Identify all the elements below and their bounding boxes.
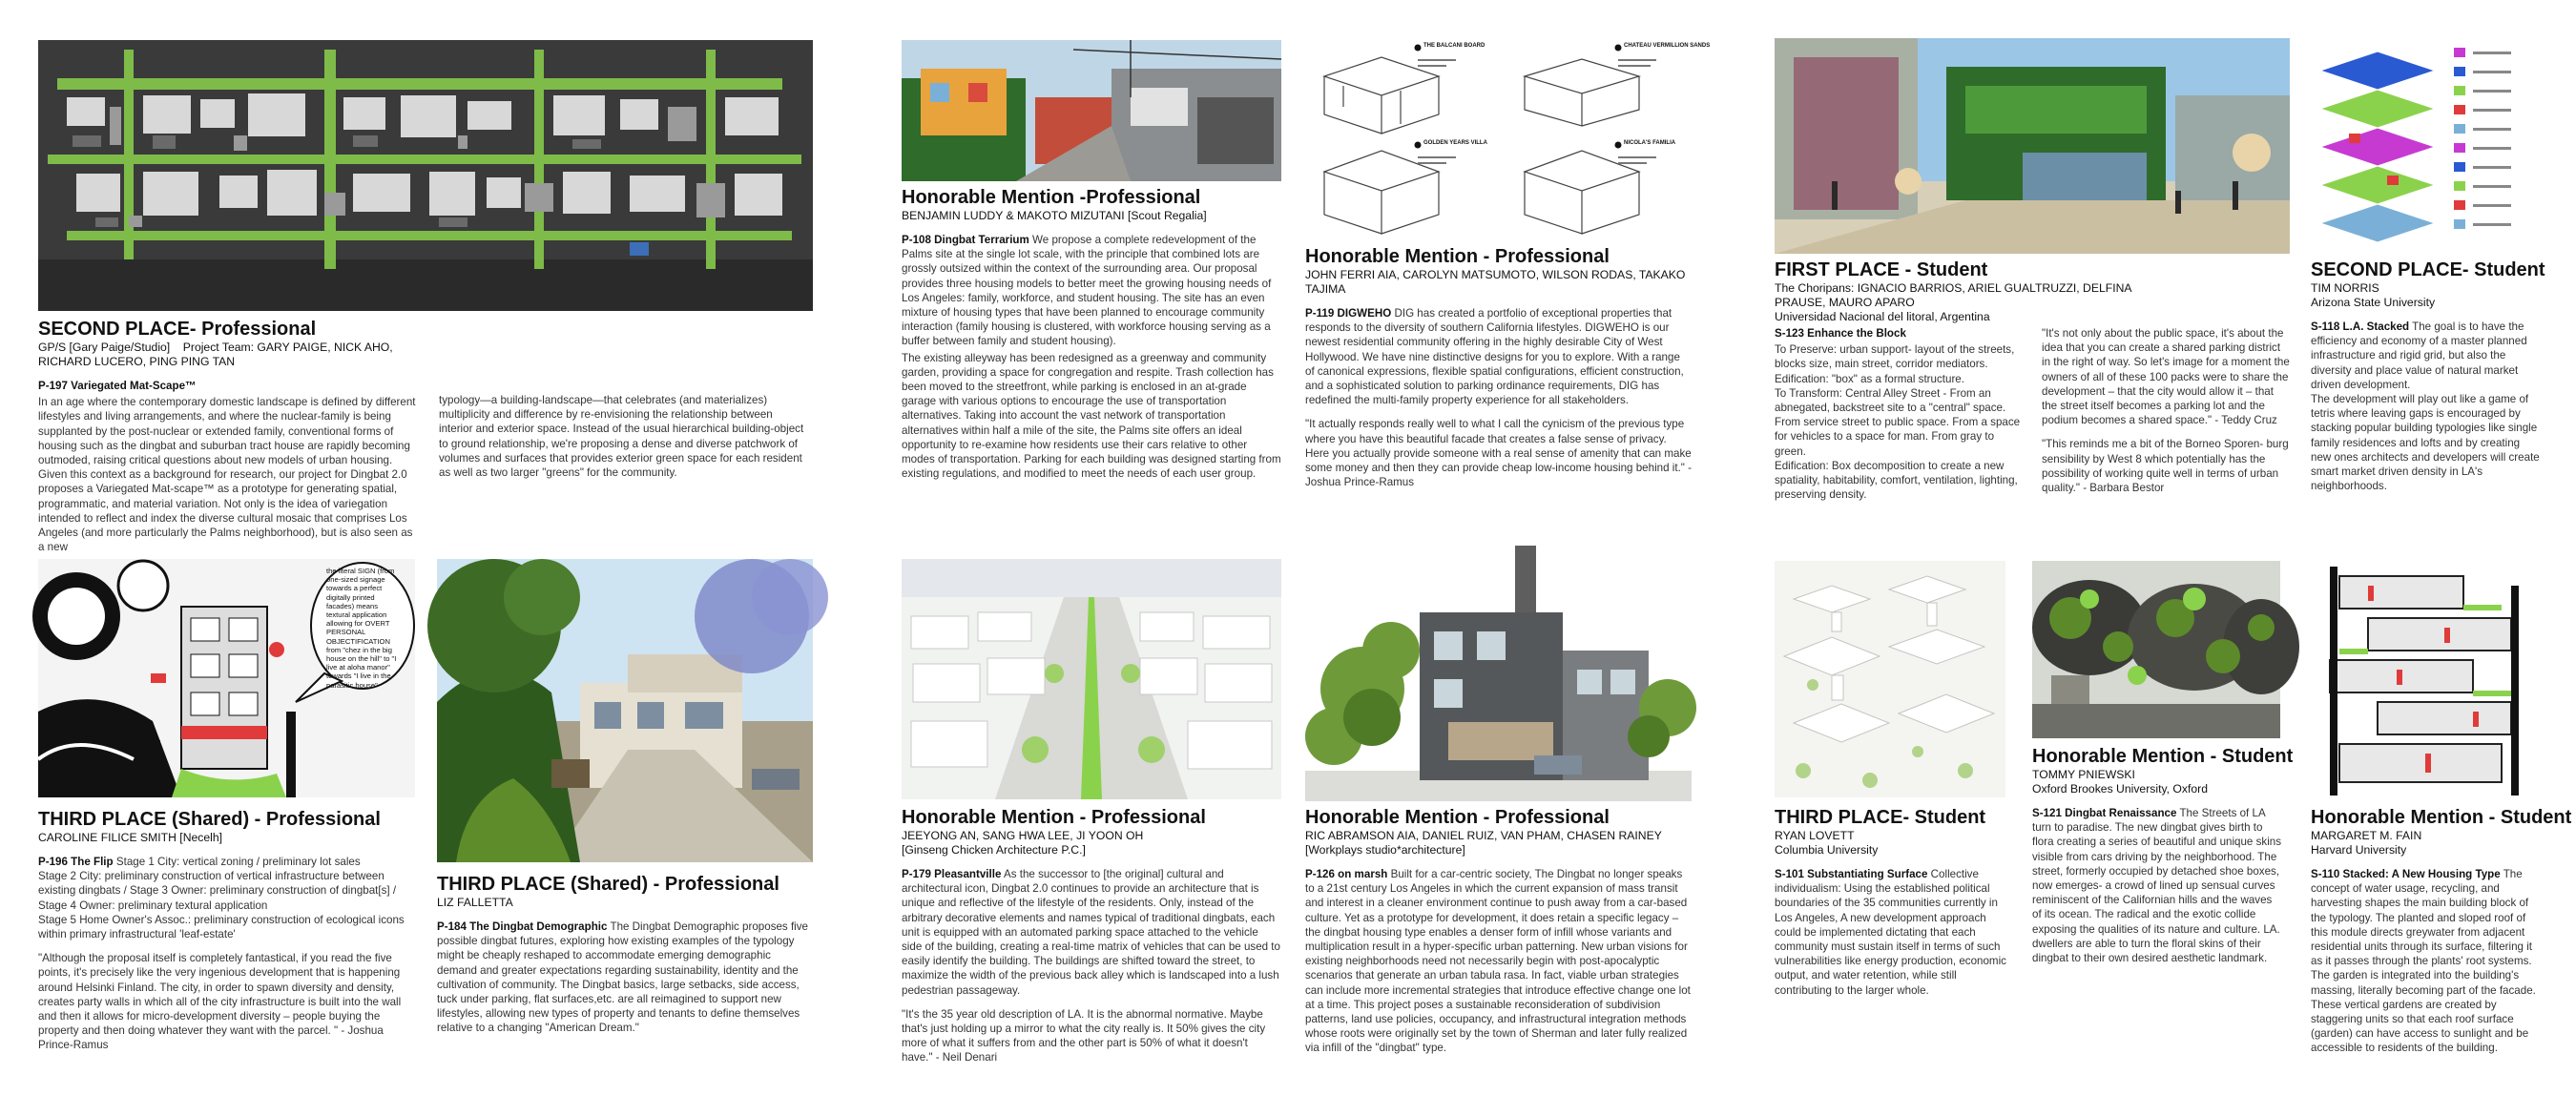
quote: "Although the proposal itself is completely fantastical, if you read the five points, it's precisely like the very ingenious development that is happening around Helsinki Finland. The city, in order to spawn diversity and density, creates party walls in which all of the city infrastructure is built into the wall and then it allows for micro-development diversity – people buying the property and then doing whatever they want with the parcel. " - Joshua Prince-Ramus bbox=[38, 952, 402, 1052]
body: S-121 Dingbat Renaissance The Streets of LA turn to paradise. The new dingbat gives birth to flora creating a series of beautiful and unique skins visible from cars driving by the neighborhood. The street, formerly occupied by detached shoe boxes, now emerges- a crowd of lined up sensual curves reminiscent of the Californian hills and the waves of its ocean. The radical and the exotic collide exposing the qualities of its nature and culture. LA. dwellers are able to turn the floral skins of their dingbat to their own desired aesthetic landmark. bbox=[2032, 807, 2282, 965]
heading: Honorable Mention - Student bbox=[2311, 807, 2572, 828]
panel-honorable-mention-professional-2 bbox=[1305, 246, 1692, 489]
body: P-119 DIGWEHO DIG has created a portfolio of exceptional properties that responds to the diversity of southern California lifestyles. DIGWEHO is our newest residential community offering in the highly desirable City of West Hollywood. We have nine distinctive designs for you to explore. With a range of canonical expressions, flexible spatial configurations, efficient construction, and a sophisticated solution to parking ordinance requirements, DIG has redefined the multi-family property experience for all stakeholders. bbox=[1305, 307, 1684, 407]
team: TOMMY PNIEWSKI bbox=[2032, 768, 2135, 781]
panel-honorable-mention-student-1 bbox=[2032, 746, 2294, 965]
dingbat-renaissance-render bbox=[2032, 561, 2280, 738]
substantiating-surface-render bbox=[1775, 561, 2005, 797]
heading: THIRD PLACE (Shared) - Professional bbox=[38, 809, 381, 830]
panel-honorable-mention-professional-1 bbox=[902, 187, 1281, 481]
body-col1: In an age where the contemporary domestic landscape is defined by different lifestyles and living arrangements, and where the nuclear-family is being supplanted by the post-nuclear or extended family, conventional forms of housing such as the dingbat and suburban tract house are rapidly becoming outmoded, raising critical questions about new models of urban housing. Given this context as a background for research, our project for Dingbat 2.0 proposes a Variegated Mat-scape™ as a prototype for generating spatial, programmatic, and material variation. Not only is the idea of variegation intended to reflect and index the diverse cultural mosaic that comprises Los Angeles (and more particularly the Palms neighborhood), but is also seen as a new bbox=[38, 396, 416, 554]
digweho-axonometric-diagrams bbox=[1305, 38, 1711, 238]
diagram-label-3: GOLDEN YEARS VILLA bbox=[1423, 140, 1487, 146]
team: RIC ABRAMSON AIA, DANIEL RUIZ, VAN PHAM, CHASEN RAINEY bbox=[1305, 829, 1662, 842]
panel-honorable-mention-student-2 bbox=[2311, 807, 2572, 1056]
team: LIZ FALLETTA bbox=[437, 896, 513, 909]
heading: Honorable Mention -Professional bbox=[902, 187, 1201, 208]
quote: "It's the 35 year old description of LA. It is the abnormal normative. Maybe that's just holding up a mirror to what the city really is. It 50% gives the city more of what it suffers from and the other part is 50% of what it doesn't have." - Neil Denari bbox=[902, 1007, 1266, 1064]
team: CAROLINE FILICE SMITH [Necelh] bbox=[38, 831, 223, 844]
panel-second-place-professional-col2 bbox=[439, 391, 807, 480]
panel-honorable-mention-professional-3 bbox=[902, 807, 1281, 1065]
school: Universidad Nacional del litoral, Argentina bbox=[1775, 310, 1990, 323]
stacked-housing-section bbox=[2311, 557, 2540, 801]
enhance-the-block-render bbox=[1775, 38, 2290, 254]
body: To Preserve: urban support- layout of the streets, blocks size, main street, corridor mediators. Edification: "box" as a formal structure. To Transform: Central Alley Street - From an abnegated, backstreet site to a "central" space. From service street to public space. From a space for vehicles to a space for man. From gray to green. Edification: Box decomposition to create a new spatiality, habitability, comfort, ventilation, lighting, preserving density. bbox=[1775, 343, 2021, 502]
diagram-label-2: CHATEAU VERMILLION SANDS bbox=[1624, 43, 1711, 49]
the-flip-illustration bbox=[38, 559, 415, 797]
school: Oxford Brookes University, Oxford bbox=[2032, 782, 2208, 796]
first-place-student-col2 bbox=[2042, 324, 2292, 495]
school: Columbia University bbox=[1775, 843, 1879, 857]
panel-second-place-student bbox=[2311, 259, 2545, 493]
heading: Honorable Mention - Professional bbox=[1305, 807, 1610, 828]
body: P-126 on marsh Built for a car-centric society, The Dingbat no longer speaks to a 21st century Los Angeles in which the current expansion of mass transit and interest in a cleaner environment continue to push away from a car-based culture. Yet as a prototype for development, it does retain a specific legacy – the dingbat housing type enables a denser form of infill whose variants and multiplication result in a hyper-specific urban patterning. New urban visions for existing neighborhoods need not necessarily begin with post-apocalyptic scenarios that generate an urban tabula rasa. In fact, viable urban strategies can include more incremental strategies that introduce effective change one lot at a time. This project poses a sustainable reconsideration of subdivision patterns, land use policies, occupancy, and infrastructural integration methods whose roots were originally set by the town of Sherman and later fully realized via infill of the "dingbat" type. bbox=[1305, 868, 1691, 1055]
body: S-110 Stacked: A New Housing Type The concept of water usage, recycling, and harvesting shapes the main building block of the typology. The planted and sloped roof of this module directs greywater from adjacent residential units through its surface, filtering it as it passes through the plants' root systems. The garden is integrated into the building's massing, literally becoming part of the facade. These vertical gardens are created by staggering units so that each roof surface (garden) can have access to sunlight and be accessible to residents of the building. bbox=[2311, 868, 2536, 1055]
la-stacked-exploded-diagram bbox=[2311, 42, 2538, 254]
entry-title: P-197 Variegated Mat-Scape™ bbox=[38, 380, 197, 392]
team: The Choripans: IGNACIO BARRIOS, ARIEL GUALTRUZZI, DELFINA PRAUSE, MAURO APARO bbox=[1775, 281, 2131, 309]
heading: Honorable Mention - Professional bbox=[902, 807, 1206, 828]
panel-third-place-shared-professional-2 bbox=[437, 874, 813, 1036]
matscape-aerial-render bbox=[38, 40, 813, 311]
body: S-118 L.A. Stacked The goal is to have the efficiency and economy of a master planned infrastructure and rigid grid, but also the diversity and place value of natural market driven development. The development will play out like a game of tetris where leaving gaps is encouraged by stacking popular building typologies like single family residences and lofts and by creating new ones architects and developers will create smart market driven density in LA's neighborhoods. bbox=[2311, 320, 2540, 493]
panel-third-place-student bbox=[1775, 807, 2007, 998]
body: P-108 Dingbat Terrarium We propose a complete redevelopment of the Palms site at the single lot scale, with the principle that combined lots are grossly outsized within the context of the surrounding area. Our proposal provides three housing models to better meet the growing housing needs of Los Angeles: family, workforce, and student housing. The site has an even mixture of housing types that have been planned to encourage community interaction (family housing is clustered, with workforce housing serving as a buffer between family and student housing). bbox=[902, 234, 1272, 348]
heading: Honorable Mention - Professional bbox=[1305, 246, 1610, 267]
speech-bubble-text: the literal SIGN (from one-sized signage towards a perfect digitally printed facades) means textural application allowing for OVERT PERSONAL OBJECTIFICATION from "chez in the big house on the hill" to "I live at aloha manor" towards "I live in the parasitic house" bbox=[326, 567, 397, 690]
body2: The existing alleyway has been redesigned as a greenway and community garden, providing a space for congregation and respite. Trash collection has been moved to the streetfront, while parking is enclosed in an at-grade garage with various options to encourage the use of transportation alternatives. Taking into account the vast network of transportation alternatives within half a mile of the site, the Palms site offers an ideal opportunity to re-examine how residents use their cars relative to other modes of transportation. Parking for each building was designed starting from existing regulations, and modified to meet the needs of each user group. bbox=[902, 351, 1281, 481]
panel-second-place-professional bbox=[38, 319, 420, 554]
entry-title: S-123 Enhance the Block bbox=[1775, 327, 1906, 340]
team: JOHN FERRI AIA, CAROLYN MATSUMOTO, WILSON RODAS, TAKAKO TAJIMA bbox=[1305, 268, 1686, 296]
school: Arizona State University bbox=[2311, 296, 2436, 309]
school: Harvard University bbox=[2311, 843, 2407, 857]
pleasantville-street-render bbox=[902, 559, 1281, 799]
team: BENJAMIN LUDDY & MAKOTO MIZUTANI [Scout Regalia] bbox=[902, 209, 1207, 222]
dingbat-demographic-street-photo bbox=[437, 559, 813, 862]
team: RYAN LOVETT bbox=[1775, 829, 1855, 842]
dingbat-terrarium-photo bbox=[902, 40, 1281, 181]
panel-third-place-shared-professional-1 bbox=[38, 809, 420, 1053]
first-place-student-col1 bbox=[1775, 324, 2021, 502]
team: JEEYONG AN, SANG HWA LEE, JI YOON OH bbox=[902, 829, 1144, 842]
body: P-179 Pleasantville As the successor to [the original] cultural and architectural icon, Dingbat 2.0 continues to provide an architecture that is unique and reflective of the lifestyle of the residents. Only, instead of the arbitrary decorative elements and names typical of traditional dingbats, each unit is equipped with an automated parking space attached to the vehicle side of the building, creating a real-time matrix of vehicles that can be used to easily identify the building. The buildings are shifted toward the street, to maximize the width of the previous back alley which is landscaped into a lush pedestrian passageway. bbox=[902, 868, 1280, 997]
entry-title: P-196 The Flip Stage 1 City: vertical zoning / preliminary lot sales Stage 2 City: preliminary construction of vertical infrastructure between existing dingbats / Stage 3 Owner: preliminary construction of dingbat[s] / Stage 4 Owner: preliminary textural application Stage 5 Home Owner's Assoc.: preliminary construction of ecological icons within primary infrastructural 'leaf-estate' bbox=[38, 856, 405, 941]
diagram-label-1: THE BALCANI BOARD bbox=[1423, 43, 1485, 49]
body: P-184 The Dingbat Demographic The Dingbat Demographic proposes five possible dingbat futures, exploring how existing examples of the typology might be cheaply reshaped to accommodate emerging demographic demand and greater expectations regarding sustainability, identity and the cultivation of community. The Dingbat basics, large setbacks, side access, tuck under parking, flat surfaces,etc. are all reimagined to support new lifestyles, allowing new types of property and tenants to define themselves relative to a changing "American Dream." bbox=[437, 920, 808, 1035]
quote: "It actually responds really well to what I call the cynicism of the previous type where you have this beautiful facade that creates a false sense of privacy. Here you actually provide someone with a real sense of amenity that can make some money and then they can provide cheap low-income housing behind it." - Joshua Prince-Ramus bbox=[1305, 418, 1692, 489]
on-marsh-building-render bbox=[1305, 546, 1692, 801]
heading: FIRST PLACE - Student bbox=[1775, 259, 1988, 280]
heading: THIRD PLACE (Shared) - Professional bbox=[437, 874, 779, 895]
team: TIM NORRIS bbox=[2311, 281, 2379, 295]
heading: SECOND PLACE- Professional bbox=[38, 319, 317, 340]
firm: [Ginseng Chicken Architecture P.C.] bbox=[902, 843, 1086, 857]
diagram-label-4: NICOLA'S FAMILIA bbox=[1624, 140, 1676, 146]
team: MARGARET M. FAIN bbox=[2311, 829, 2422, 842]
heading: Honorable Mention - Student bbox=[2032, 746, 2294, 767]
quote-1: "It's not only about the public space, it's about the idea that you can create a shared parking district in the right of way. So let's image for a moment the owners of all of these 100 packs were to share the development – that the city would allow it – that the street itself becomes a parking lot and the podium becomes a shared space." - Teddy Cruz bbox=[2042, 327, 2290, 427]
heading: THIRD PLACE- Student bbox=[1775, 807, 1986, 828]
heading: SECOND PLACE- Student bbox=[2311, 259, 2545, 280]
panel-first-place-student bbox=[1775, 259, 2156, 324]
body: S-101 Substantiating Surface Collective individualism: Using the established political boundaries of the 35 communities currently in Los Angeles, A new development approach could be implemented dictating that each community must sustain itself in terms of such vulnerabilities like energy production, economic output, and water retention, while still contributing to the larger whole. bbox=[1775, 868, 2006, 997]
quote-2: "This reminds me a bit of the Borneo Sporen- burg sensibility by West 8 which potentially has the possibility of working quite well in terms of urban quality." - Barbara Bestor bbox=[2042, 438, 2289, 495]
body-col2: typology—a building-landscape—that celebrates (and materializes) multiplicity and difference by re-envisioning the relationship between interior and exterior space. Instead of the usual hierarchical building-object to ground relationship, we're proposing a dense and diverse patchwork of volumes and surfaces that provides exterior green space for each resident as well as two larger "greens" for the community. bbox=[439, 394, 804, 480]
panel-honorable-mention-professional-4 bbox=[1305, 807, 1692, 1056]
firm: [Workplays studio*architecture] bbox=[1305, 843, 1465, 857]
firm-and-team: GP/S [Gary Paige/Studio] Project Team: GARY PAIGE, NICK AHO, RICHARD LUCERO, PING PING TAN bbox=[38, 341, 393, 368]
